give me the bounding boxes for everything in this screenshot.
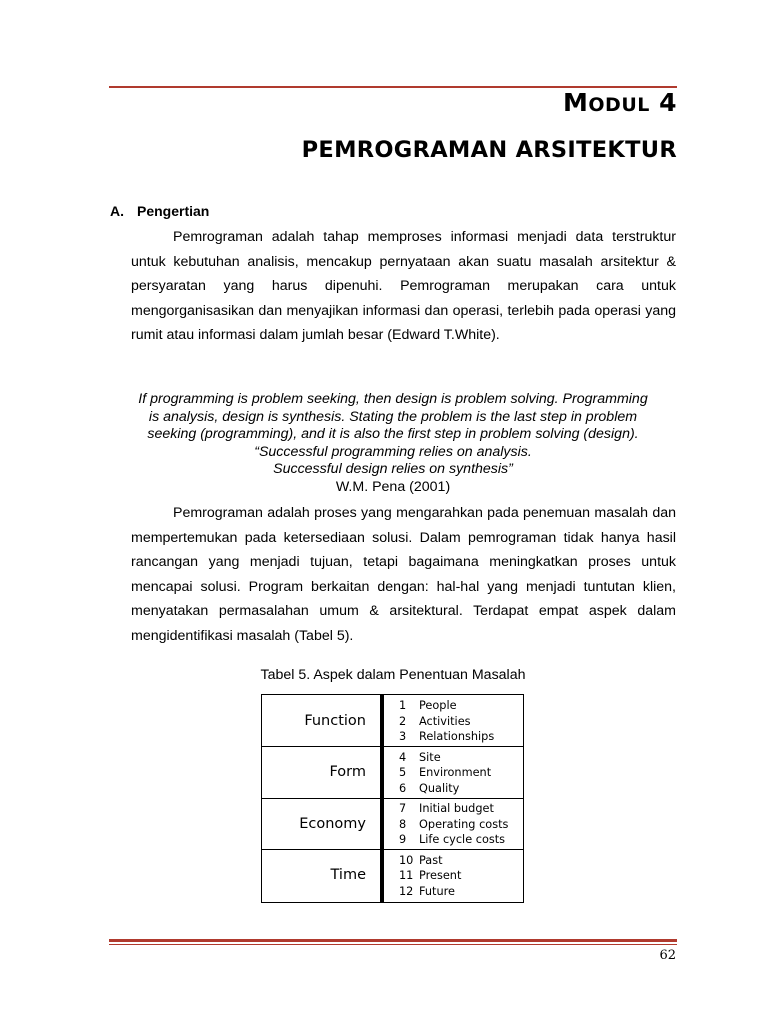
paragraph-2 — [131, 501, 676, 649]
quote-author: W.M. Pena (2001) — [335, 478, 451, 495]
aspect-label: Form — [329, 764, 366, 781]
aspect-items — [399, 750, 491, 797]
table-row — [262, 747, 523, 799]
aspect-item: 8 Operating costs — [399, 817, 509, 831]
aspect-item: 4 Site — [399, 750, 441, 764]
aspect-label: Time — [330, 867, 366, 884]
paragraph-1-text: Pemrograman adalah tahap memproses informasi menjadi data terstruktur untuk kebutuhan analisis, mencakup pernyataan akan suatu masalah arsitektur & persyaratan yang harus dipenuhi. Pemrograman merupakan cara untuk mengorganisasikan dan menyajikan informasi dan operasi, terlebih pada operasi yang rumit atau informasi dalam jumlah besar (Edward T.White). — [131, 229, 676, 344]
table-row — [262, 695, 523, 747]
paragraph-1 — [131, 225, 676, 348]
module-label-rest: ODUL — [588, 94, 650, 116]
aspect-item: 7 Initial budget — [399, 802, 494, 815]
aspect-items — [399, 801, 508, 848]
section-title: Pengertian — [137, 203, 210, 219]
quote-block — [100, 391, 686, 497]
aspect-item: 3 Relationships — [399, 730, 495, 743]
footer-rule — [109, 939, 677, 942]
aspect-items — [399, 853, 461, 900]
quote-line: Successful design relies on synthesis” — [273, 461, 513, 478]
module-number: 4 — [659, 88, 677, 117]
aspect-item: 12 Future — [399, 884, 455, 898]
aspect-item: 2 Activities — [399, 714, 471, 728]
aspect-item: 11 Present — [399, 869, 462, 882]
page-title: PEMROGRAMAN ARSITEKTUR — [301, 137, 677, 163]
aspect-table — [261, 694, 524, 903]
paragraph-2-text: Pemrograman adalah proses yang mengarahkan pada penemuan masalah dan mempertemukan pada ketersediaan solusi. Dalam pemrograman tidak hanya hasil rancangan yang menjadi tujuan, tetapi bagaimana meningkatkan proses untuk mencapai solusi. Program berkaitan dengan: hal-hal yang menjadi tuntutan klien, menyatakan permasalahan umum & arsitektural. Terdapat empat aspek dalam mengidentifikasi masalah (Tabel 5). — [131, 505, 676, 644]
module-label-initial: M — [563, 88, 589, 117]
quote-line: seeking (programming), and it is also the first step in problem solving (design). — [147, 426, 639, 443]
aspect-item: 6 Quality — [399, 781, 460, 795]
page-number: 62 — [659, 948, 676, 963]
section-number: A. — [110, 203, 124, 219]
section-heading — [110, 203, 209, 219]
aspect-item: 9 Life cycle costs — [399, 833, 506, 846]
table-row — [262, 798, 523, 850]
quote-line: “Successful programming relies on analysis. — [254, 443, 532, 460]
aspect-item: 1 People — [399, 699, 457, 712]
module-label — [563, 88, 677, 117]
aspect-label: Function — [304, 712, 366, 729]
table-caption: Tabel 5. Aspek dalam Penentuan Masalah — [260, 667, 526, 683]
aspect-item: 5 Environment — [399, 766, 492, 779]
quote-line: If programming is problem seeking, then design is problem solving. Programming — [138, 391, 648, 407]
aspect-item: 10 Past — [399, 853, 443, 867]
quote-line: is analysis, design is synthesis. Stating the problem is the last step in problem — [148, 408, 638, 425]
footer-rule-thin — [109, 944, 677, 945]
aspect-items — [399, 698, 494, 745]
aspect-label: Economy — [299, 815, 366, 832]
table-row — [262, 850, 523, 902]
